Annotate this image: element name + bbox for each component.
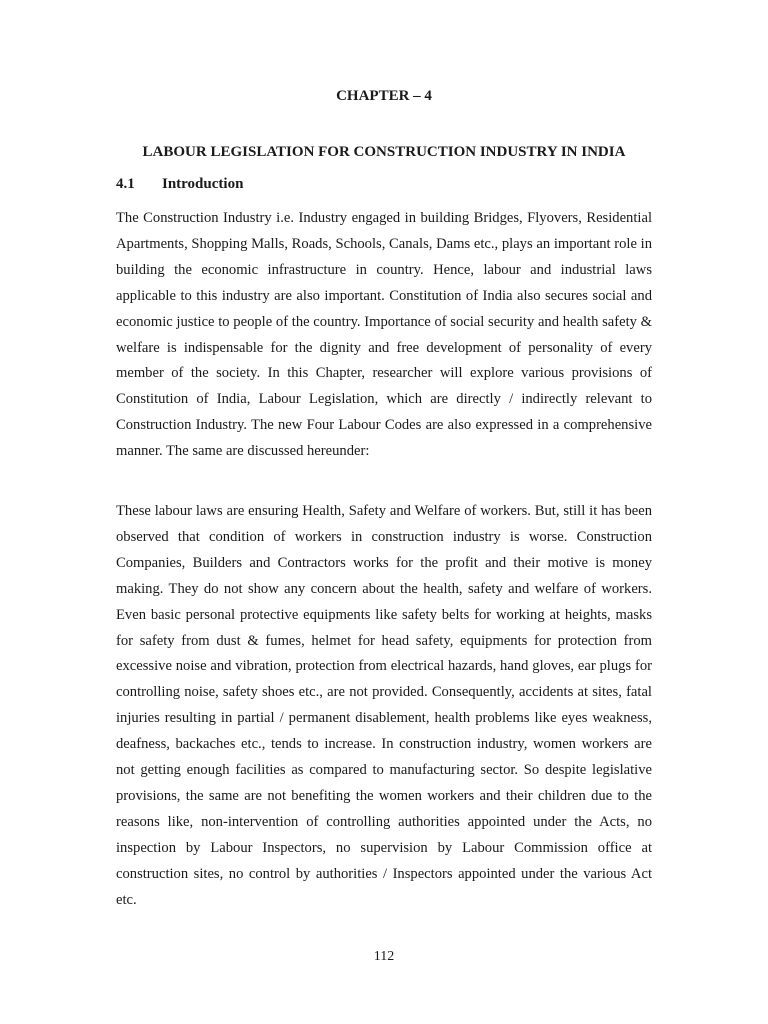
body-paragraph-1: The Construction Industry i.e. Industry engaged in building Bridges, Flyovers, Residential Apartments, Shopping Malls, Roads, Schools, Canals, Dams etc., plays an important role in building the economic infrastructure in country. Hence, labour and industrial laws applicable to this industry are also important. Constitution of India also secures social and economic justice to people of the country. Importance of social security and health safety & welfare is indispensable for the dignity and free development of personality of every member of the society. In this Chapter, researcher will explore various provisions of Constitution of India, Labour Legislation, which are directly / indirectly relevant to Construction Industry. The new Four Labour Codes are also expressed in a comprehensive manner. The same are discussed hereunder: xyxy=(116,210,652,460)
section-number: 4.1 xyxy=(116,176,135,192)
chapter-label: CHAPTER – 4 xyxy=(336,88,432,104)
section-heading xyxy=(116,175,243,193)
page-number: 112 xyxy=(373,949,395,964)
section-title: Introduction xyxy=(162,176,244,192)
body-paragraph-2: These labour laws are ensuring Health, Safety and Welfare of workers. But, still it has been observed that condition of workers in construction industry is worse. Construction Companies, Builders and Contractors works for the profit and their motive is money making. They do not show any concern about the health, safety and welfare of workers. Even basic personal protective equipments like safety belts for working at heights, masks for safety from dust & fumes, helmet for head safety, equipments for protection from excessive noise and vibration, protection from electrical hazards, hand gloves, ear plugs for controlling noise, safety shoes etc., are not provided. Consequently, accidents at sites, fatal injuries resulting in partial / permanent disablement, health problems like eyes weakness, deafness, backaches etc., tends to increase. In construction industry, women workers are not getting enough facilities as compared to manufacturing sector. So despite legislative provisions, the same are not benefiting the women workers and their children due to the reasons like, non-intervention of controlling authorities appointed under the Acts, no inspection by Labour Inspectors, no supervision by Labour Commission office at construction sites, no control by authorities / Inspectors appointed under the various Act etc. xyxy=(116,503,652,908)
chapter-heading: LABOUR LEGISLATION FOR CONSTRUCTION INDUSTRY IN INDIA xyxy=(142,144,626,160)
